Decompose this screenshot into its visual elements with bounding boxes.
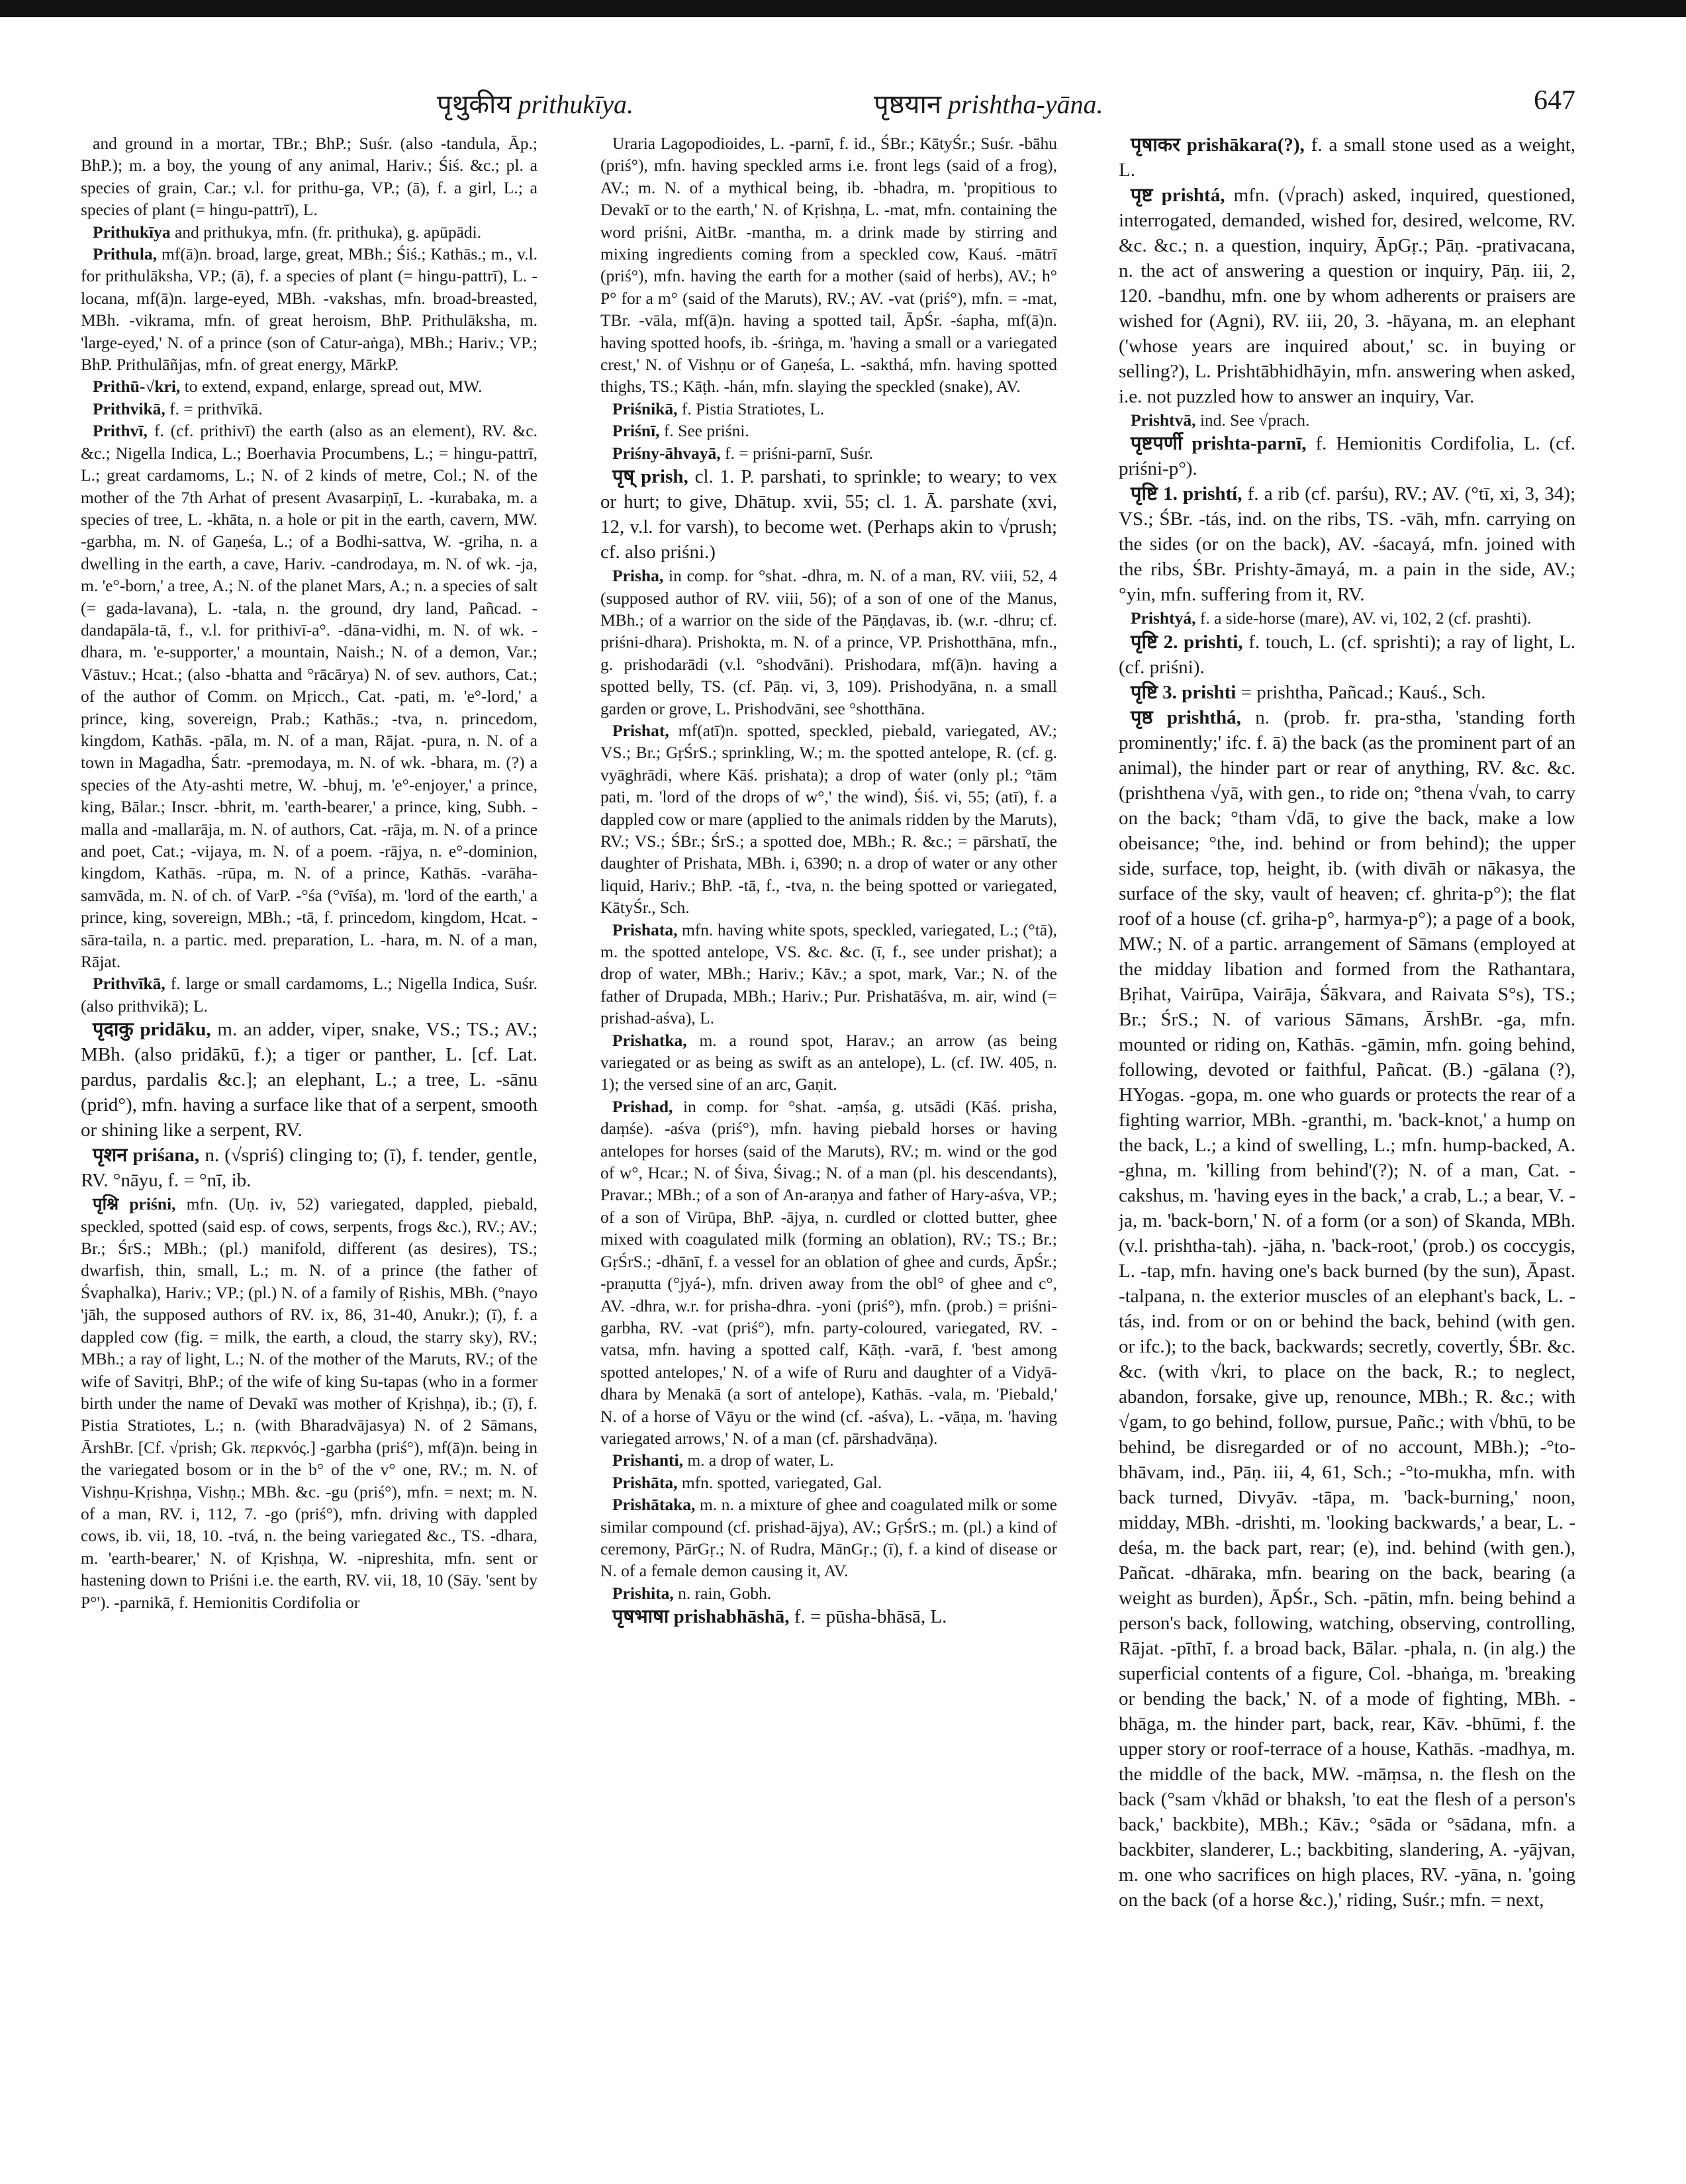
entry-headword: Prithula,: [93, 244, 158, 264]
entry-definition: = prishtha, Pañcad.; Kauś., Sch.: [1241, 681, 1486, 703]
entry-definition: f. = pūsha-bhāsā, L.: [794, 1606, 947, 1628]
dictionary-entry: [1119, 630, 1575, 680]
entry-headword: पृष्ट prishtá,: [1131, 185, 1225, 206]
entry-definition: mf(atī)n. spotted, speckled, piebald, variegated, AV.; VS.; Br.; GṛŚrS.; sprinkling, W.; m. the spotted antelope, R. (cf. g. vyāghrādi, where Kāś. prishata); a drop of water (only pl.; °tām pati, m. 'lord of the drops of w°,' the wind), Śiś. vi, 55; (atī), f. a dappled cow or mare (applied to the animals ridden by the Maruts), RV.; VS.; ŚBr.; ŚrS.; a spotted doe, MBh.; R. &c.; = pārshatī, the daughter of Prishata, MBh. i, 6390; n. a drop of water or any other liquid, Hariv.; BhP. -tā, f., -tva, n. the being spotted or variegated, KātyŚr., Sch.: [600, 720, 1057, 918]
entry-definition: f. large or small cardamoms, L.; Nigella Indica, Suśr. (also prithvikā); L.: [81, 974, 538, 1016]
dictionary-entry: [600, 1472, 1057, 1494]
entry-definition: m. a round spot, Harav.; an arrow (as being variegated or as being as swift as an antelope), L. (cf. IW. 405, n. 1); the versed sine of an arc, Gaṇit.: [600, 1030, 1057, 1094]
entry-definition: n. rain, Gobh.: [678, 1583, 772, 1603]
entry-headword: पृष्टि 3. prishti: [1131, 681, 1237, 703]
entry-definition: mfn. having white spots, speckled, variegated, L.; (°tā), m. the spotted antelope, VS. &c. &c. (ī, f., see under prishat); a drop of water, MBh.; Hariv.; Kāv.; a spot, mark, Var.; N. of the father of Drupada, MBh.; Hariv.; Pur. Prishatāśva, m. air, wind (= prishad-aśva), L.: [600, 920, 1057, 1028]
dictionary-entry: [81, 398, 538, 420]
entry-headword: Prishat,: [612, 720, 669, 740]
entry-definition: cl. 1. P. parshati, to sprinkle; to weary; to vex or hurt; to give, Dhātup. xvii, 55; cl. 1. Ā. parshate (xvi, 12, v.l. for varsh), to become wet. (Perhaps akin to √prush; cf. also priśni.): [600, 466, 1057, 563]
entry-headword: Prisha,: [612, 566, 664, 586]
dictionary-entry: [81, 973, 538, 1017]
entry-headword: Prishatka,: [612, 1030, 687, 1050]
entry-definition: m. n. a mixture of ghee and coagulated milk or some similar compound (cf. prishad-ājya), AV.; GṛŚrS.; m. (pl.) a kind of ceremony, PārGṛ.; N. of Rudra, MānGṛ.; (ī), f. a kind of disease or N. of a female demon causing it, AV.: [600, 1495, 1057, 1581]
dictionary-entry: [600, 919, 1057, 1029]
page-number: 647: [1534, 85, 1575, 116]
entry-headword: पृष्टि 1. prishtí,: [1131, 483, 1242, 505]
entry-definition: and ground in a mortar, TBr.; BhP.; Suśr. (also -tandula, Āp.; BhP.); m. a boy, the young of any animal, Hariv.; Śiś. &c.; pl. a species of grain, Car.; v.l. for prithu-ga, VP.; (ā), f. a girl, L.; a species of plant (= hingu-pattrī), L.: [81, 134, 538, 220]
dictionary-entry: [600, 442, 1057, 464]
dictionary-entry: [1119, 409, 1575, 431]
dictionary-entry: [600, 1582, 1057, 1604]
entry-definition: mf(ā)n. broad, large, great, MBh.; Śiś.; Kathās.; m., v.l. for prithulāksha, VP.; (ā), f. a species of plant (= hingu-pattrī), L. -locana, mf(ā)n. large-eyed, MBh. -vakshas, mfn. broad-breasted, MBh. -vikrama, mfn. of great heroism, BhP. Prithulāksha, m. 'large-eyed,' N. of a prince (son of Catur-aṅga), MBh.; Hariv.; VP.; BhP. Prithulāñjas, mfn. of great energy, MārkP.: [81, 244, 538, 375]
entry-definition: f. a rib (cf. parśu), RV.; AV. (°tī, xi, 3, 34); VS.; ŚBr. -tás, ind. on the ribs, TS. -vāh, mfn. carrying on the sides (or on the back), AV. -śacayá, mfn. joined with the ribs, ŚBr. Prishty-āmayá, m. a pain in the side, AV.; °yin, mfn. suffering from it, RV.: [1119, 483, 1575, 606]
entry-definition: f. Pistia Stratiotes, L.: [681, 399, 825, 418]
dictionary-entry: [600, 1449, 1057, 1471]
entry-definition: to extend, expand, enlarge, spread out, MW.: [184, 377, 483, 397]
entry-definition: f. = priśni-parnī, Suśr.: [725, 443, 874, 463]
entry-definition: f. touch, L. (cf. sprishti); a ray of light, L. (cf. priśni).: [1119, 631, 1575, 678]
entry-definition: in comp. for °shat. -dhra, m. N. of a man, RV. viii, 52, 4 (supposed author of RV. viii, 56); of a son of one of the Manus, MBh.; of a warrior on the side of the Pāṇḍavas, ib. (w.r. -dhru; cf. priśni-dhara). Prishokta, m. N. of a prince, VP. Prishotthāna, mfn., g. prishodarādi (v.l. °shodvāni). Prishodara, mf(ā)n. having a spotted belly, TS. (cf. Pāṇ. vi, 3, 109). Prishodyāna, n. a small garden or grove, L. Prishodvāni, see °shotthāna.: [600, 566, 1057, 718]
entry-headword: पृदाकु pridāku,: [93, 1019, 211, 1041]
column-2: [600, 132, 1057, 2152]
entry-definition: f. See priśni.: [663, 421, 749, 441]
dictionary-entry: [600, 720, 1057, 919]
entry-headword: Prithvī,: [93, 421, 148, 441]
entry-definition: f. = prithvīkā.: [169, 399, 263, 418]
dictionary-entry: [1119, 132, 1575, 183]
entry-definition: ind. See √prach.: [1199, 410, 1310, 430]
entry-definition: mfn. (√prach) asked, inquired, questioned, interrogated, demanded, wished for, desired, welcome, RV. &c. &c.; n. a question, inquiry, ĀpGṛ.; Pāṇ. -prativacana, n. the act of answering a question or inquiry, Pāṇ. iii, 2, 120. -bandhu, mfn. one by whom adherents or praisers are wished for (Agni), RV. iii, 20, 3. -hāyana, m. an elephant ('whose years are inquired about,' sc. in buying or selling?), L. Prishtābhidhāyin, mfn. answering when asked, i.e. not puzzled how to answer an inquiry, Var.: [1119, 185, 1575, 407]
entry-headword: Priśnī,: [612, 421, 660, 441]
dictionary-entry: [81, 375, 538, 397]
entry-definition: m. a drop of water, L.: [687, 1450, 834, 1470]
entry-definition: f. a side-horse (mare), AV. vi, 102, 2 (cf. prashti).: [1199, 608, 1532, 628]
entry-headword: पृष्टपर्णी prishta-parnī,: [1131, 433, 1307, 455]
entry-headword: Prishtvā,: [1131, 410, 1196, 430]
entry-headword: पृष्टि 2. prishti,: [1131, 631, 1243, 653]
entry-headword: पृशन priśana,: [93, 1145, 200, 1166]
entry-headword: Prithukīya: [93, 222, 171, 242]
dictionary-entry: [600, 1096, 1057, 1450]
entry-headword: Priśny-āhvayā,: [612, 443, 721, 463]
entry-headword: पृष्ठ prishthá,: [1131, 706, 1241, 728]
page-header: [113, 85, 1575, 124]
dictionary-entry: [600, 1494, 1057, 1582]
dictionary-entry: [600, 132, 1057, 398]
entry-definition: Uraria Lagopodioides, L. -parnī, f. id., ŚBr.; KātyŚr.; Suśr. -bāhu (priś°), mfn. having speckled arms i.e. front legs (said of a frog), AV.; m. N. of a mythical being, ib. -bhadra, m. 'propitious to Devakī or to the earth,' N. of Kṛishṇa, L. -mat, mfn. containing the word priśni, AitBr. -mantha, m. a drink made by stirring and mixing ingredients coming from a speckled cow, Kauś. -mātrī (priś°), mfn. having the earth for a mother (said of herbs), AV.; h° P° for a m° (said of the Maruts), RV.; AV. -vat (priś°), mfn. = -mat, TBr. -vāla, mf(ā)n. having a spotted tail, ĀpŚr. -śapha, mf(ā)n. having spotted hoofs, ib. -śriṅga, m. 'having a small or a variegated crest,' N. of Vishṇu or of Gaṇeśa, L. -sakthá, mfn. having spotted thighs, TS.; Kāṭh. -hán, mfn. slaying the speckled (snake), AV.: [600, 134, 1057, 397]
entry-definition: m. an adder, viper, snake, VS.; TS.; AV.; MBh. (also pridākū, f.); a tiger or panther, L. [cf. Lat. pardus, pardalis &c.]; an elephant, L.; a tree, L. -sānu (prid°), mfn. having a surface like that of a serpent, smooth or shining like a serpent, RV.: [81, 1019, 538, 1141]
dictionary-entry: [1119, 680, 1575, 705]
entry-definition: f. Hemionitis Cordifolia, L. (cf. priśni-p°).: [1119, 433, 1575, 480]
entry-definition: n. (prob. fr. pra-stha, 'standing forth prominently;' ifc. f. ā) the back (as the prominent part of an animal), the hinder part or rear of anything, RV. &c. &c. (prishthena √yā, with gen., to ride on; °thena √vah, to carry on the back; °tham √dā, to give the back, make a low obeisance; °the, ind. behind or from behind); the upper side, surface, top, height, ib. (with divāh or nākasya, the surface of the sky, vault of heaven; cf. ghrita-p°); the flat roof of a house (cf. griha-p°, harmya-p°); a page of a book, MW.; N. of a partic. arrangement of Sāmans (employed at the midday libation and formed from the Rathantara, Bṛihat, Vairūpa, Vairāja, Śākvara, and Raivata S°s), TS.; Br.; ŚrS.; N. of various Sāmans, ĀrshBr. -ga, mfn. mounted or riding on, Kathās. -gāmin, mfn. going behind, following, devoted or faithful, Pañcat. (B.) -gālana (?), HYogas. -gopa, m. one who guards or protects the rear of a fighting warrior, MBh. -granthi, m. 'back-knot,' a hump on the back, L.; a kind of swelling, L.; mfn. hump-backed, A. -ghna, m. 'killing from behind'(?); N. of a man, Cat. -cakshus, m. 'having eyes in the back,' a crab, L.; a bear, V. -ja, m. 'back-born,' N. of a form (or a son) of Skanda, MBh. (v.l. prishtha-tah). -jāha, n. 'back-root,' (prob.) os coccygis, L. -tap, mfn. having one's back burned (by the sun), Āpast. -talpana, n. the exterior muscles of an elephant's back, L. -tás, ind. from or on or behind the back, behind (with gen. or ifc.); to the back, backwards; secretly, covertly, ŚBr. &c. &c. (with √kri, to place on the back, R.; to neglect, abandon, forsake, give up, renounce, MBh.; R. &c.; with √gam, to go behind, follow, pursue, Pañc.; with √bhū, to be behind, be disregarded or of no account, MBh.); -°to-bhāvam, ind., Pāṇ. iii, 4, 61, Sch.; -°to-mukha, mfn. with back turned, Divyāv. -tāpa, m. 'back-burning,' noon, midday, MBh. -drishti, m. 'looking backwards,' a bear, L. -deśa, m. the back part, rear; (e), ind. behind (with gen.), Pañcat. -dhāraka, mfn. bearing on the back, bearing (a weight as burden), ĀpŚr., Sch. -pātin, mfn. being behind a person's back, following, watching, observing, controlling, Rājat. -pīthī, f. a broad back, Bālar. -phala, n. (in alg.) the superficial contents of a figure, Col. -bhaṅga, m. 'breaking or bending the back,' N. of a mode of fighting, MBh. -bhāga, m. the hinder part, back, rear, Kāv. -bhūmi, f. the upper story or roof-terrace of a house, Kathās. -madhya, m. the middle of the back, MW. -māṃsa, n. the flesh on the back (°sam √khād or bhaksh, 'to eat the flesh of a person's back,' backbite), MBh.; Kāv.; °sāda or °sādana, mfn. a backbiter, slanderer, L.; backbiting, slandering, A. -yājvan, m. one who sacrifices on high places, RV. -yāna, n. 'going on the back (of a horse &c.),' riding, Suśr.; mfn. = next,: [1119, 706, 1575, 1911]
dictionary-entry: [1119, 431, 1575, 481]
entry-definition: n. (√spriś) clinging to; (ī), f. tender, gentle, RV. °nāyu, f. = °nī, ib.: [81, 1145, 538, 1192]
entry-headword: Prishāta,: [612, 1472, 678, 1492]
entry-definition: and prithukya, mfn. (fr. prithuka), g. apūpādi.: [174, 222, 482, 242]
left-headword: [437, 85, 633, 121]
dictionary-entry: [81, 221, 538, 243]
entry-headword: Prithū-√kri,: [93, 377, 181, 397]
dictionary-entry: [600, 1029, 1057, 1096]
entry-headword: पृश्नि priśni,: [93, 1194, 176, 1214]
dictionary-entry: [600, 1604, 1057, 1629]
column-1: [81, 132, 538, 2152]
dictionary-entry: [600, 565, 1057, 720]
column-3: [1119, 132, 1575, 2152]
dictionary-entry: [81, 132, 538, 221]
center-headword-devanagari: पृष्ठयान: [874, 89, 942, 119]
entry-headword: Priśnikā,: [612, 399, 678, 418]
dictionary-entry: [1119, 705, 1575, 1913]
entry-headword: Prishad,: [612, 1096, 673, 1116]
center-headword-roman: prishtha-yāna.: [948, 89, 1103, 119]
dictionary-entry: [81, 1193, 538, 1613]
left-headword-devanagari: पृथुकीय: [437, 89, 512, 119]
dictionary-entry: [1119, 481, 1575, 607]
dictionary-entry: [81, 420, 538, 973]
dictionary-entry: [600, 464, 1057, 565]
dictionary-entry: [81, 243, 538, 375]
dictionary-entry: [81, 1017, 538, 1143]
entry-headword: Prishātaka,: [612, 1495, 696, 1515]
left-headword-roman: prithukīya.: [518, 89, 633, 119]
entry-definition: mfn. spotted, variegated, Gal.: [681, 1472, 882, 1492]
entry-headword: पृषभाषा prishabhāshā,: [612, 1606, 790, 1628]
entry-definition: mfn. (Uṇ. iv, 52) variegated, dappled, piebald, speckled, spotted (said esp. of cows, serpents, frogs &c.), RV.; AV.; Br.; ŚrS.; MBh.; (pl.) manifold, different (as desires), TS.; dwarfish, thin, small, L.; m. N. of a prince (the father of Śvaphalka), Hariv.; VP.; (pl.) N. of a family of Ṛishis, MBh. (°nayo 'jāh, the supposed authors of RV. ix, 86, 31-40, Anukr.); (ī), f. a dappled cow (fig. = milk, the earth, a cloud, the starry sky), RV.; MBh.; a ray of light, L.; N. of the mother of the Maruts, RV.; of the wife of Savitṛi, BhP.; of the wife of king Su-tapas (who in a former birth under the name of Devakī was mother of Kṛishṇa), ib.; (ī), f. Pistia Stratiotes, L.; n. (with Bharadvājasya) N. of 2 Sāmans, ĀrshBr. [Cf. √prish; Gk. περκνός.] -garbha (priś°), mf(ā)n. being in the variegated bosom or in the b° of the v° one, RV.; m. N. of Vishṇu-Kṛishṇa, Vishṇ.; MBh. &c. -gu (priś°), mfn. = next; m. N. of a man, RV. i, 112, 7. -go (priś°), mfn. driving with dappled cows, ib. vii, 18, 10. -tvá, n. the being variegated &c., TS. -dhara, m. 'earth-bearer,' N. of Kṛishṇa, W. -nipreshita, mfn. sent or hastening down to Priśni i.e. the earth, RV. vii, 18, 10 (Sāy. 'sent by P°'). -parnikā, f. Hemionitis Cordifolia or: [81, 1194, 538, 1612]
dictionary-entry: [1119, 607, 1575, 629]
dictionary-entry: [81, 1143, 538, 1193]
entry-headword: पृष् prish,: [612, 466, 688, 488]
dictionary-entry: [600, 420, 1057, 442]
entry-headword: Prishtyá,: [1131, 608, 1196, 628]
center-headword: [874, 85, 1103, 121]
dictionary-entry: [600, 398, 1057, 420]
scan-top-border: [0, 0, 1686, 17]
entry-definition: f. (cf. prithivī) the earth (also as an element), RV. &c. &c.; Nigella Indica, L.; Boerhavia Procumbens, L.; = hingu-pattrī, L.; great cardamoms, L.; N. of 2 kinds of metre, Col.; N. of the mother of the 7th Arhat of present Avasarpiṇī, L. -kurabaka, m. a species of tree, L. -khāta, n. a hole or pit in the earth, cavern, MW. -garbha, m. N. of Gaṇeśa, L.; of a Bodhi-sattva, W. -griha, n. a dwelling in the earth, a cave, Hariv. -candrodaya, m. N. of wk. -ja, m. 'e°-born,' a tree, A.; N. of the planet Mars, A.; n. a species of salt (= gada-lavana), L. -tala, n. the ground, dry land, Pañcad. -dandapāla-tā, f., v.l. for prithivī-a°. -dāna-vidhi, m. N. of wk. -dhara, m. 'e-supporter,' a mountain, Naish.; N. of a demon, Var.; Vāstuv.; Hcat.; (also -bhatta and °rācārya) N. of sev. authors, Cat.; of the author of Comm. on Mṛicch., Cat. -pati, m. 'e°-lord,' a prince, king, sovereign, Prab.; Kathās.; -tva, n. princedom, kingdom, Kathās. -pāla, m. N. of a man, Rājat. -pura, n. N. of a town in Magadha, Śatr. -premodaya, m. N. of wk. -bhara, m. (?) a species of the Aty-ashti metre, W. -bhuj, m. 'e°-enjoyer,' a prince, king, Bālar.; Inscr. -bhrit, m. 'earth-bearer,' a prince, king, Subh. -malla and -mallarāja, m. N. of authors, Cat. -rāja, m. N. of a prince and poet, Cat.; -vijaya, m. N. of a poem. -rājya, n. e°-dominion, kingdom, Kathās. -rūpa, m. N. of a prince, Kathās. -varāha-samvāda, m. N. of ch. of VarP. -°śa (°vīśa), m. 'lord of the earth,' a prince, king, sovereign, MBh.; -tā, f. princedom, kingdom, Hcat. -sāra-taila, n. a partic. med. preparation, L. -hara, m. N. of a man, Rājat.: [81, 421, 538, 972]
entry-headword: Prishanti,: [612, 1450, 683, 1470]
entry-definition: f. a small stone used as a weight, L.: [1119, 134, 1575, 181]
entry-headword: Prithvīkā,: [93, 974, 165, 994]
entry-headword: Prithvikā,: [93, 399, 165, 418]
entry-definition: in comp. for °shat. -aṃśa, g. utsādi (Kāś. prisha, daṃśe). -aśva (priś°), mfn. having piebald horses or having antelopes for horses (said of the Maruts), RV.; m. wind or the god of w°, Hcar.; N. of Śiva, Śivag.; N. of a man (pl. his descendants), Pravar.; MBh.; of a son of An-araṇya and father of Hary-aśva, VP.; of a son of Virūpa, BhP. -ājya, n. curdled or clotted butter, ghee mixed with coagulated milk (forming an oblation), RV.; TS.; Br.; GṛŚrS.; -dhānī, f. a vessel for an oblation of ghee and curds, ĀpŚr.; -praṇutta (°jyá-), mfn. driven away from the obl° of ghee and c°, AV. -dhra, w.r. for prisha-dhra. -yoni (priś°), mfn. (prob.) = priśni-garbha, RV. -vat (priś°), mfn. party-coloured, variegated, RV. -vatsa, mfn. having a spotted calf, Kāṭh. -varā, f. 'best among spotted antelopes,' N. of a wife of Ruru and daughter of a Vidyā-dhara by Menakā (a sort of antelope), Kathās. -vala, m. 'Piebald,' N. of a horse of Vāyu or the wind (cf. -aśva), L. -vāṇa, m. 'having variegated arrows,' N. of a man (cf. pārshadvāṇa).: [600, 1096, 1057, 1448]
dictionary-entry: [1119, 183, 1575, 409]
entry-headword: Prishata,: [612, 920, 678, 939]
entry-headword: Prishita,: [612, 1583, 674, 1603]
entry-headword: पृषाकर prishākara(?),: [1131, 134, 1305, 156]
